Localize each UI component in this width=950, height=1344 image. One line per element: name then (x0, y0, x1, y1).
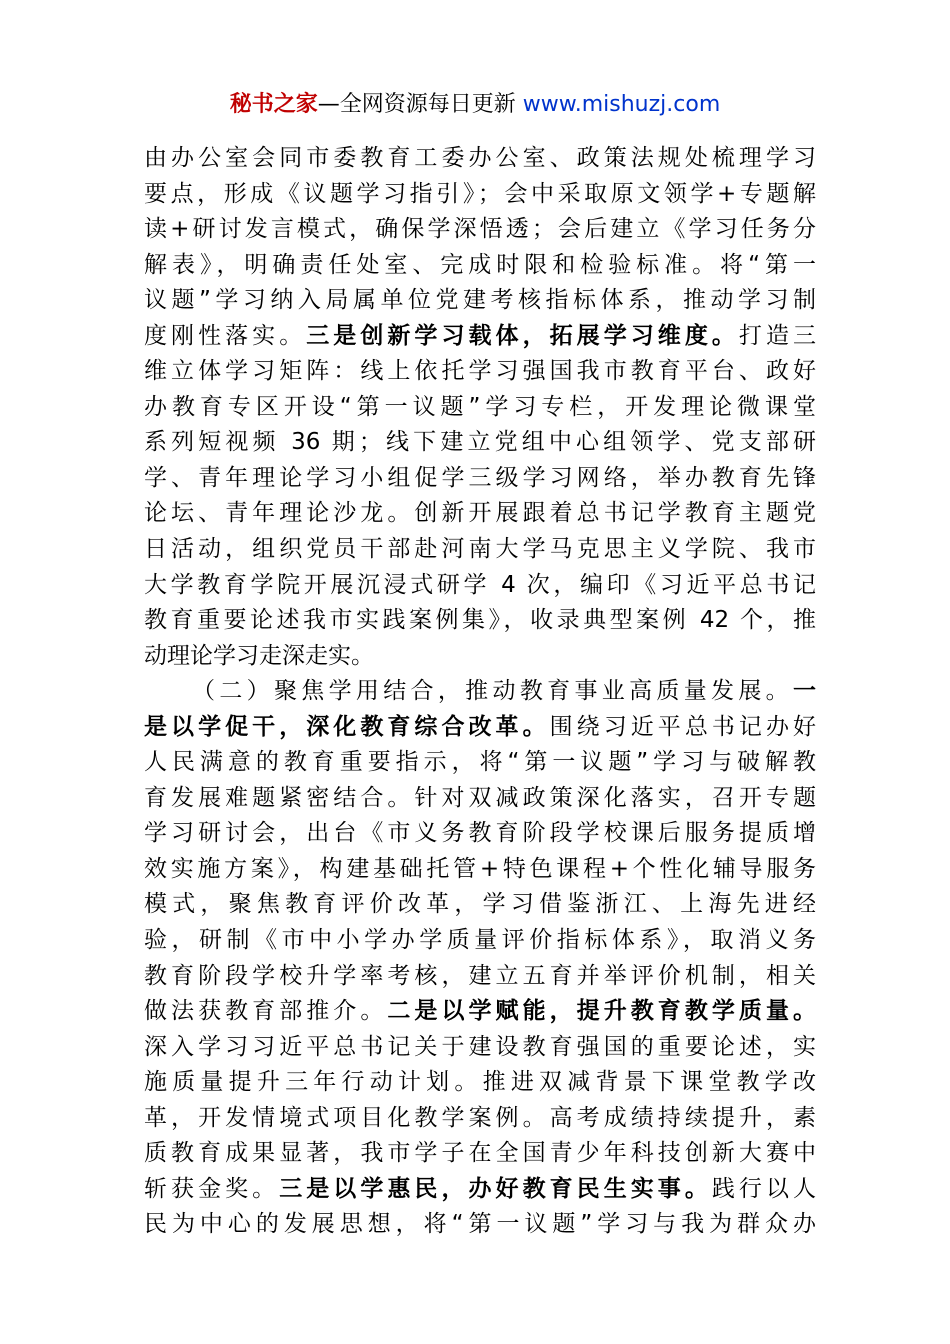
text-line-mixed (144, 1172, 816, 1208)
text-line: 教育阶段学校升学率考核，建立五育并举评价机制，相关 (144, 962, 816, 989)
text-line: 育发展难题紧密结合。针对双减政策深化落实，召开专题 (144, 784, 816, 811)
text-line: 办教育专区开设“第一议题”学习专栏，开发理论微课堂 (144, 393, 816, 420)
bold-heading: 一 (793, 678, 816, 705)
bold-heading: 三是创新学习载体，拓展学习维度。 (306, 322, 739, 349)
text-line: 施质量提升三年行动计划。推进双减背景下课堂教学改 (144, 1069, 816, 1096)
text-line: 革，开发情境式项目化教学案例。高考成绩持续提升，素 (144, 1104, 816, 1131)
text-span: 度刚性落实。 (144, 322, 307, 349)
header-tagline: —全网资源每日更新 (317, 92, 516, 117)
text-line: 读+研讨发言模式，确保学深悟透；会后建立《学习任务分 (144, 216, 816, 243)
text-span: 围绕习近平总书记办好 (549, 713, 816, 740)
text-line: 维立体学习矩阵：线上依托学习强国我市教育平台、政好 (144, 358, 816, 385)
bold-heading: 三是以学惠民，办好教育民生实事。 (279, 1175, 712, 1202)
text-line: 模式，聚焦教育评价改革，学习借鉴浙江、上海先进经 (144, 891, 816, 918)
text-line: 民为中心的发展思想，将“第一议题”学习与我为群众办 (144, 1211, 816, 1238)
text-line-mixed (144, 710, 816, 746)
text-line: 学习研讨会，出台《市义务教育阶段学校课后服务提质增 (144, 820, 816, 847)
text-span: 打造三 (738, 322, 816, 349)
text-line: 质教育成果显著，我市学子在全国青少年科技创新大赛中 (144, 1140, 816, 1167)
document-body (144, 141, 816, 1243)
text-line: 效实施方案》，构建基础托管+特色课程+个性化辅导服务 (144, 855, 816, 882)
text-span: 做法获教育部推介。 (144, 998, 388, 1025)
text-line: 由办公室会同市委教育工委办公室、政策法规处梳理学习 (144, 145, 816, 171)
text-span: 践行以人 (711, 1175, 816, 1202)
text-line: 要点，形成《议题学习指引》；会中采取原文领学+专题解 (144, 180, 816, 207)
text-line: 论坛、青年理论沙龙。创新开展跟着总书记学教育主题党 (144, 500, 816, 527)
text-line: 大学教育学院开展沉浸式研学 4 次，编印《习近平总书记 (144, 571, 816, 598)
text-line: 日活动，组织党员干部赴河南大学马克思主义学院、我市 (144, 536, 816, 563)
text-span: 斩获金奖。 (144, 1175, 280, 1202)
text-line-mixed (144, 319, 816, 355)
text-line: 议题”学习纳入局属单位党建考核指标体系，推动学习制 (144, 287, 816, 314)
text-line: 系列短视频 36 期；线下建立党组中心组领学、党支部研 (144, 429, 816, 456)
text-line-mixed (144, 994, 816, 1030)
page-header (0, 88, 950, 122)
text-line-mixed (144, 674, 816, 710)
bold-heading: 是以学促干，深化教育综合改革。 (144, 713, 550, 740)
text-line-last: 动理论学习走深走实。 (144, 642, 374, 669)
bold-heading: 二是以学赋能，提升教育教学质量。 (387, 998, 816, 1025)
text-line: 教育重要论述我市实践案例集》，收录典型案例 42 个，推 (144, 607, 816, 634)
text-line: 解表》，明确责任处室、完成时限和检验标准。将“第一 (144, 251, 816, 278)
text-line: 深入学习习近平总书记关于建设教育强国的重要论述，实 (144, 1033, 816, 1060)
section-heading: （二）聚焦学用结合，推动教育事业高质量发展。 (192, 678, 793, 705)
text-line: 学、青年理论学习小组促学三级学习网络，举办教育先锋 (144, 464, 816, 491)
brand-name: 秘书之家 (229, 92, 318, 117)
site-link[interactable]: www.mishuzj.com (522, 92, 721, 117)
text-line: 人民满意的教育重要指示，将“第一议题”学习与破解教 (144, 749, 816, 776)
text-line: 验，研制《市中小学办学质量评价指标体系》，取消义务 (144, 927, 816, 954)
